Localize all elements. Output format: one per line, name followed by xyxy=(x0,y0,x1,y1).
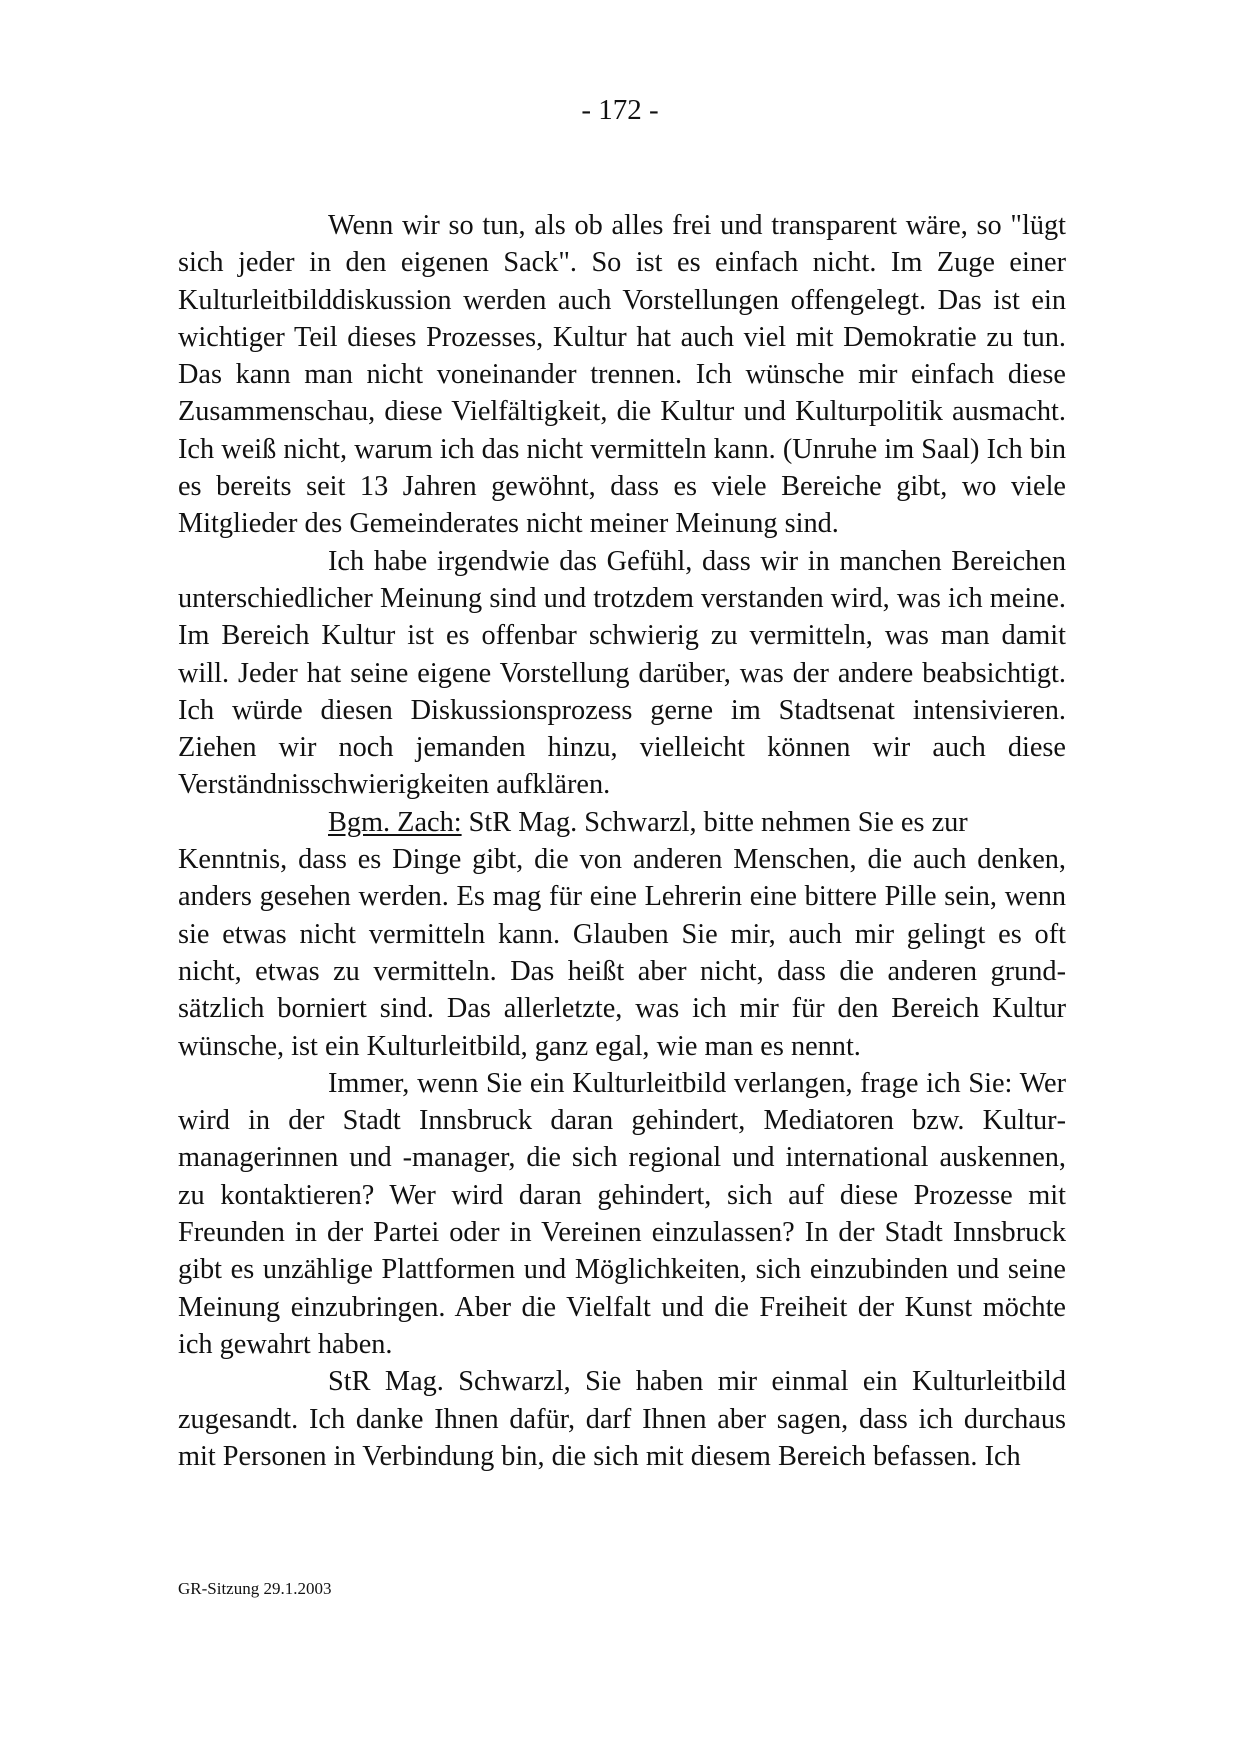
paragraph-1: Wenn wir so tun, als ob alles frei und transparent wäre, so "lügt sich jeder in den eigenen Sack". So ist es einfach nicht. Im Zuge einer Kulturleitbilddiskussion werden auch Vorstellungen offengelegt. Das ist ein wichtiger Teil dieses Prozesses, Kultur hat auch viel mit Demokratie zu tun. Das kann man nicht voneinander trennen. Ich wünsche mir einfach diese Zusammenschau, diese Vielfältigkeit, die Kultur und Kulturpolitik ausmacht. Ich weiß nicht, warum ich das nicht vermitteln kann. (Unruhe im Saal) Ich bin es bereits seit 13 Jahren gewöhnt, dass es viele Bereiche gibt, wo viele Mitglieder des Gemeinderates nicht meiner Meinung sind. xyxy=(178,210,1066,540)
paragraph-3-first-line xyxy=(178,804,1066,841)
paragraph-2: Ich habe irgendwie das Gefühl, dass wir in manchen Bereichen unterschiedlicher Meinung sind und trotzdem verstanden wird, was ich meine. Im Bereich Kultur ist es offenbar schwierig zu vermitteln, was man damit will. Jeder hat seine eigene Vorstellung darüber, was der andere beabsichtigt. Ich würde diesen Diskussionsprozess gerne im Stadtsenat intensivieren. Ziehen wir noch jemanden hinzu, vielleicht können wir auch diese Verständnisschwierigkeiten aufklären. xyxy=(178,545,1066,801)
page-number: - 172 - xyxy=(581,94,659,126)
body-text xyxy=(178,207,1066,1475)
footer-session-date: GR-Sitzung 29.1.2003 xyxy=(178,1579,332,1598)
paragraph-5: StR Mag. Schwarzl, Sie haben mir einmal ein Kulturleitbild zugesandt. Ich danke Ihnen dafür, darf Ihnen aber sagen, dass ich durchaus mit Personen in Verbindung bin, die sich mit diesem Bereich befassen. Ich xyxy=(178,1366,1066,1472)
paragraph-3-opening: StR Mag. Schwarzl, bitte nehmen Sie es zur xyxy=(461,806,968,838)
paragraph-4: Immer, wenn Sie ein Kulturleitbild verlangen, frage ich Sie: Wer wird in der Stadt Innsbruck daran gehindert, Mediatoren bzw. Kulturmanagerinnen und -manager, die sich regional und international auskennen, zu kontaktieren? Wer wird daran gehindert, sich auf diese Prozesse mit Freunden in der Partei oder in Vereinen einzulassen? In der Stadt Innsbruck gibt es unzählige Plattformen und Möglichkeiten, sich einzubinden und seine Meinung einzubringen. Aber die Vielfalt und die Freiheit der Kunst möchte ich gewahrt haben. xyxy=(178,1067,1066,1360)
speaker-name: Bgm. Zach: xyxy=(328,806,462,838)
paragraph-3-continuation: Kenntnis, dass es Dinge gibt, die von anderen Menschen, die auch denken, anders gesehen werden. Es mag für eine Lehrerin eine bittere Pille sein, wenn sie etwas nicht vermitteln kann. Glauben Sie mir, auch mir gelingt es oft nicht, etwas zu vermitteln. Das heißt aber nicht, dass die anderen grundsätzlich borniert sind. Das allerletzte, was ich mir für den Bereich Kultur wünsche, ist ein Kulturleitbild, ganz egal, wie man es nennt. xyxy=(178,844,1066,1062)
